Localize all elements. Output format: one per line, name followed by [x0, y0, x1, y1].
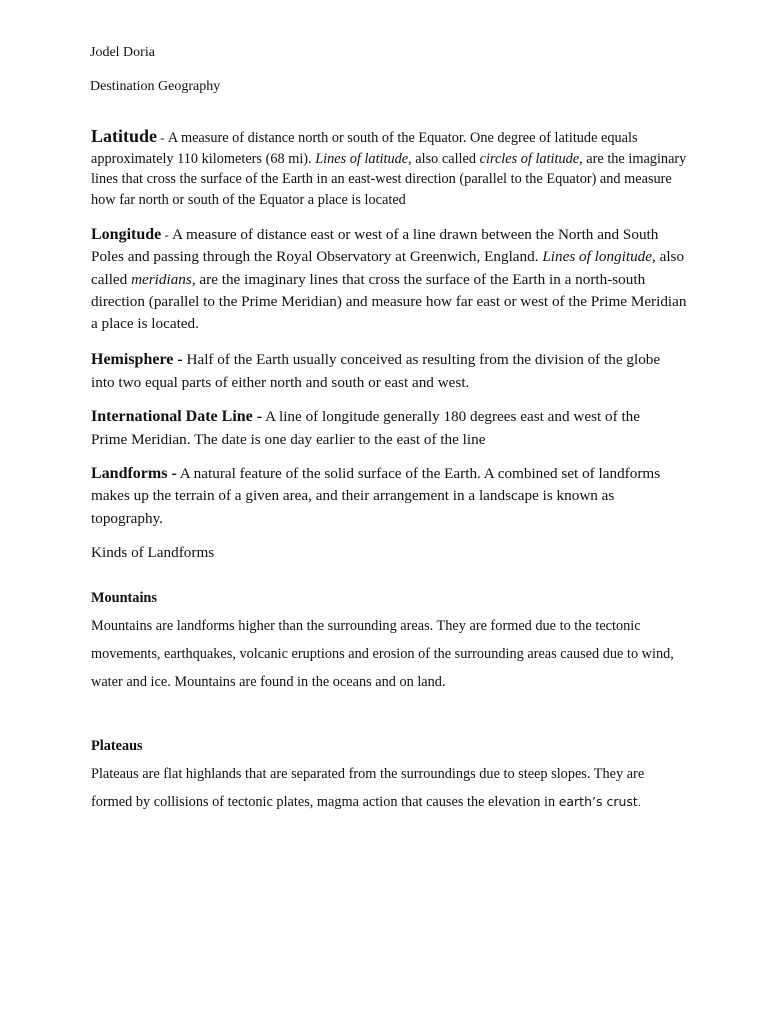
- latitude-italic-2: circles of latitude: [479, 150, 580, 167]
- hemisphere-text: Half of the Earth usually conceived as resulting from the division of the globe into two equal parts of either north and south or east and west.: [91, 351, 661, 391]
- longitude-dash: -: [161, 227, 173, 242]
- longitude-term: Longitude: [91, 226, 162, 243]
- latitude-term: Latitude: [91, 126, 158, 146]
- plateaus-paragraph-tail: [559, 794, 641, 809]
- plateaus-tail-period: .: [637, 798, 641, 809]
- latitude-text-3: , are the imaginary lines that cross the surface of the Earth in an east-west direction (parallel to the Equator) and measure how far north or south of the Equator a place is located: [91, 150, 687, 209]
- international-date-line-definition: [91, 406, 671, 451]
- course-title: Destination Geography: [90, 79, 221, 94]
- hemisphere-definition: [91, 349, 671, 394]
- author-name: Jodel Doria: [90, 45, 155, 60]
- latitude-dash: -: [157, 130, 168, 145]
- kinds-of-landforms-heading: Kinds of Landforms: [91, 544, 215, 561]
- international-date-line-term: International Date Line -: [91, 408, 263, 425]
- latitude-text-1: A measure of distance north or south of the Equator. One degree of latitude equals approximately 110 kilometers (68 mi).: [91, 130, 638, 167]
- landforms-definition: [91, 463, 671, 530]
- longitude-text-3: , are the imaginary lines that cross the surface of the Earth in a north-south direction (parallel to the Prime Meridian) and measure how far east or west of the Prime Meridian a place is located.: [91, 270, 687, 333]
- plateaus-heading: Plateaus: [91, 738, 143, 754]
- hemisphere-term: Hemisphere -: [91, 351, 183, 368]
- longitude-text-2: , also called: [91, 248, 685, 288]
- latitude-definition: [91, 126, 691, 211]
- plateaus-paragraph: [91, 760, 681, 818]
- latitude-text-2: , also called: [408, 150, 480, 167]
- mountains-paragraph: Mountains are landforms higher than the surrounding areas. They are formed due to the tectonic movements, earthquakes, volcanic eruptions and erosion of the surrounding areas caused due to wind, water and ice. Mountains are found in the oceans and on land.: [91, 618, 674, 690]
- plateaus-paragraph-text: Plateaus are flat highlands that are separated from the surroundings due to steep slopes. They are formed by collisions of tectonic plates, magma action that causes the elevation in: [91, 766, 645, 810]
- longitude-italic-1: Lines of longitude: [542, 248, 652, 266]
- longitude-italic-2: meridians: [131, 270, 192, 288]
- landforms-text: A natural feature of the solid surface of the Earth. A combined set of landforms makes up the terrain of a given area, and their arrangement in a landscape is known as topography.: [91, 465, 661, 527]
- longitude-definition: [91, 224, 691, 335]
- plateaus-tail-text: earth’s crust: [558, 794, 638, 809]
- international-date-line-text: A line of longitude generally 180 degrees east and west of the Prime Meridian. The date is one day earlier to the east of the line: [91, 408, 641, 448]
- mountains-heading: Mountains: [91, 590, 157, 606]
- longitude-text-1: A measure of distance east or west of a line drawn between the North and South Poles and passing through the Royal Observatory at Greenwich, England.: [91, 226, 659, 266]
- landforms-term: Landforms -: [91, 465, 177, 482]
- latitude-italic-1: Lines of latitude: [315, 150, 409, 167]
